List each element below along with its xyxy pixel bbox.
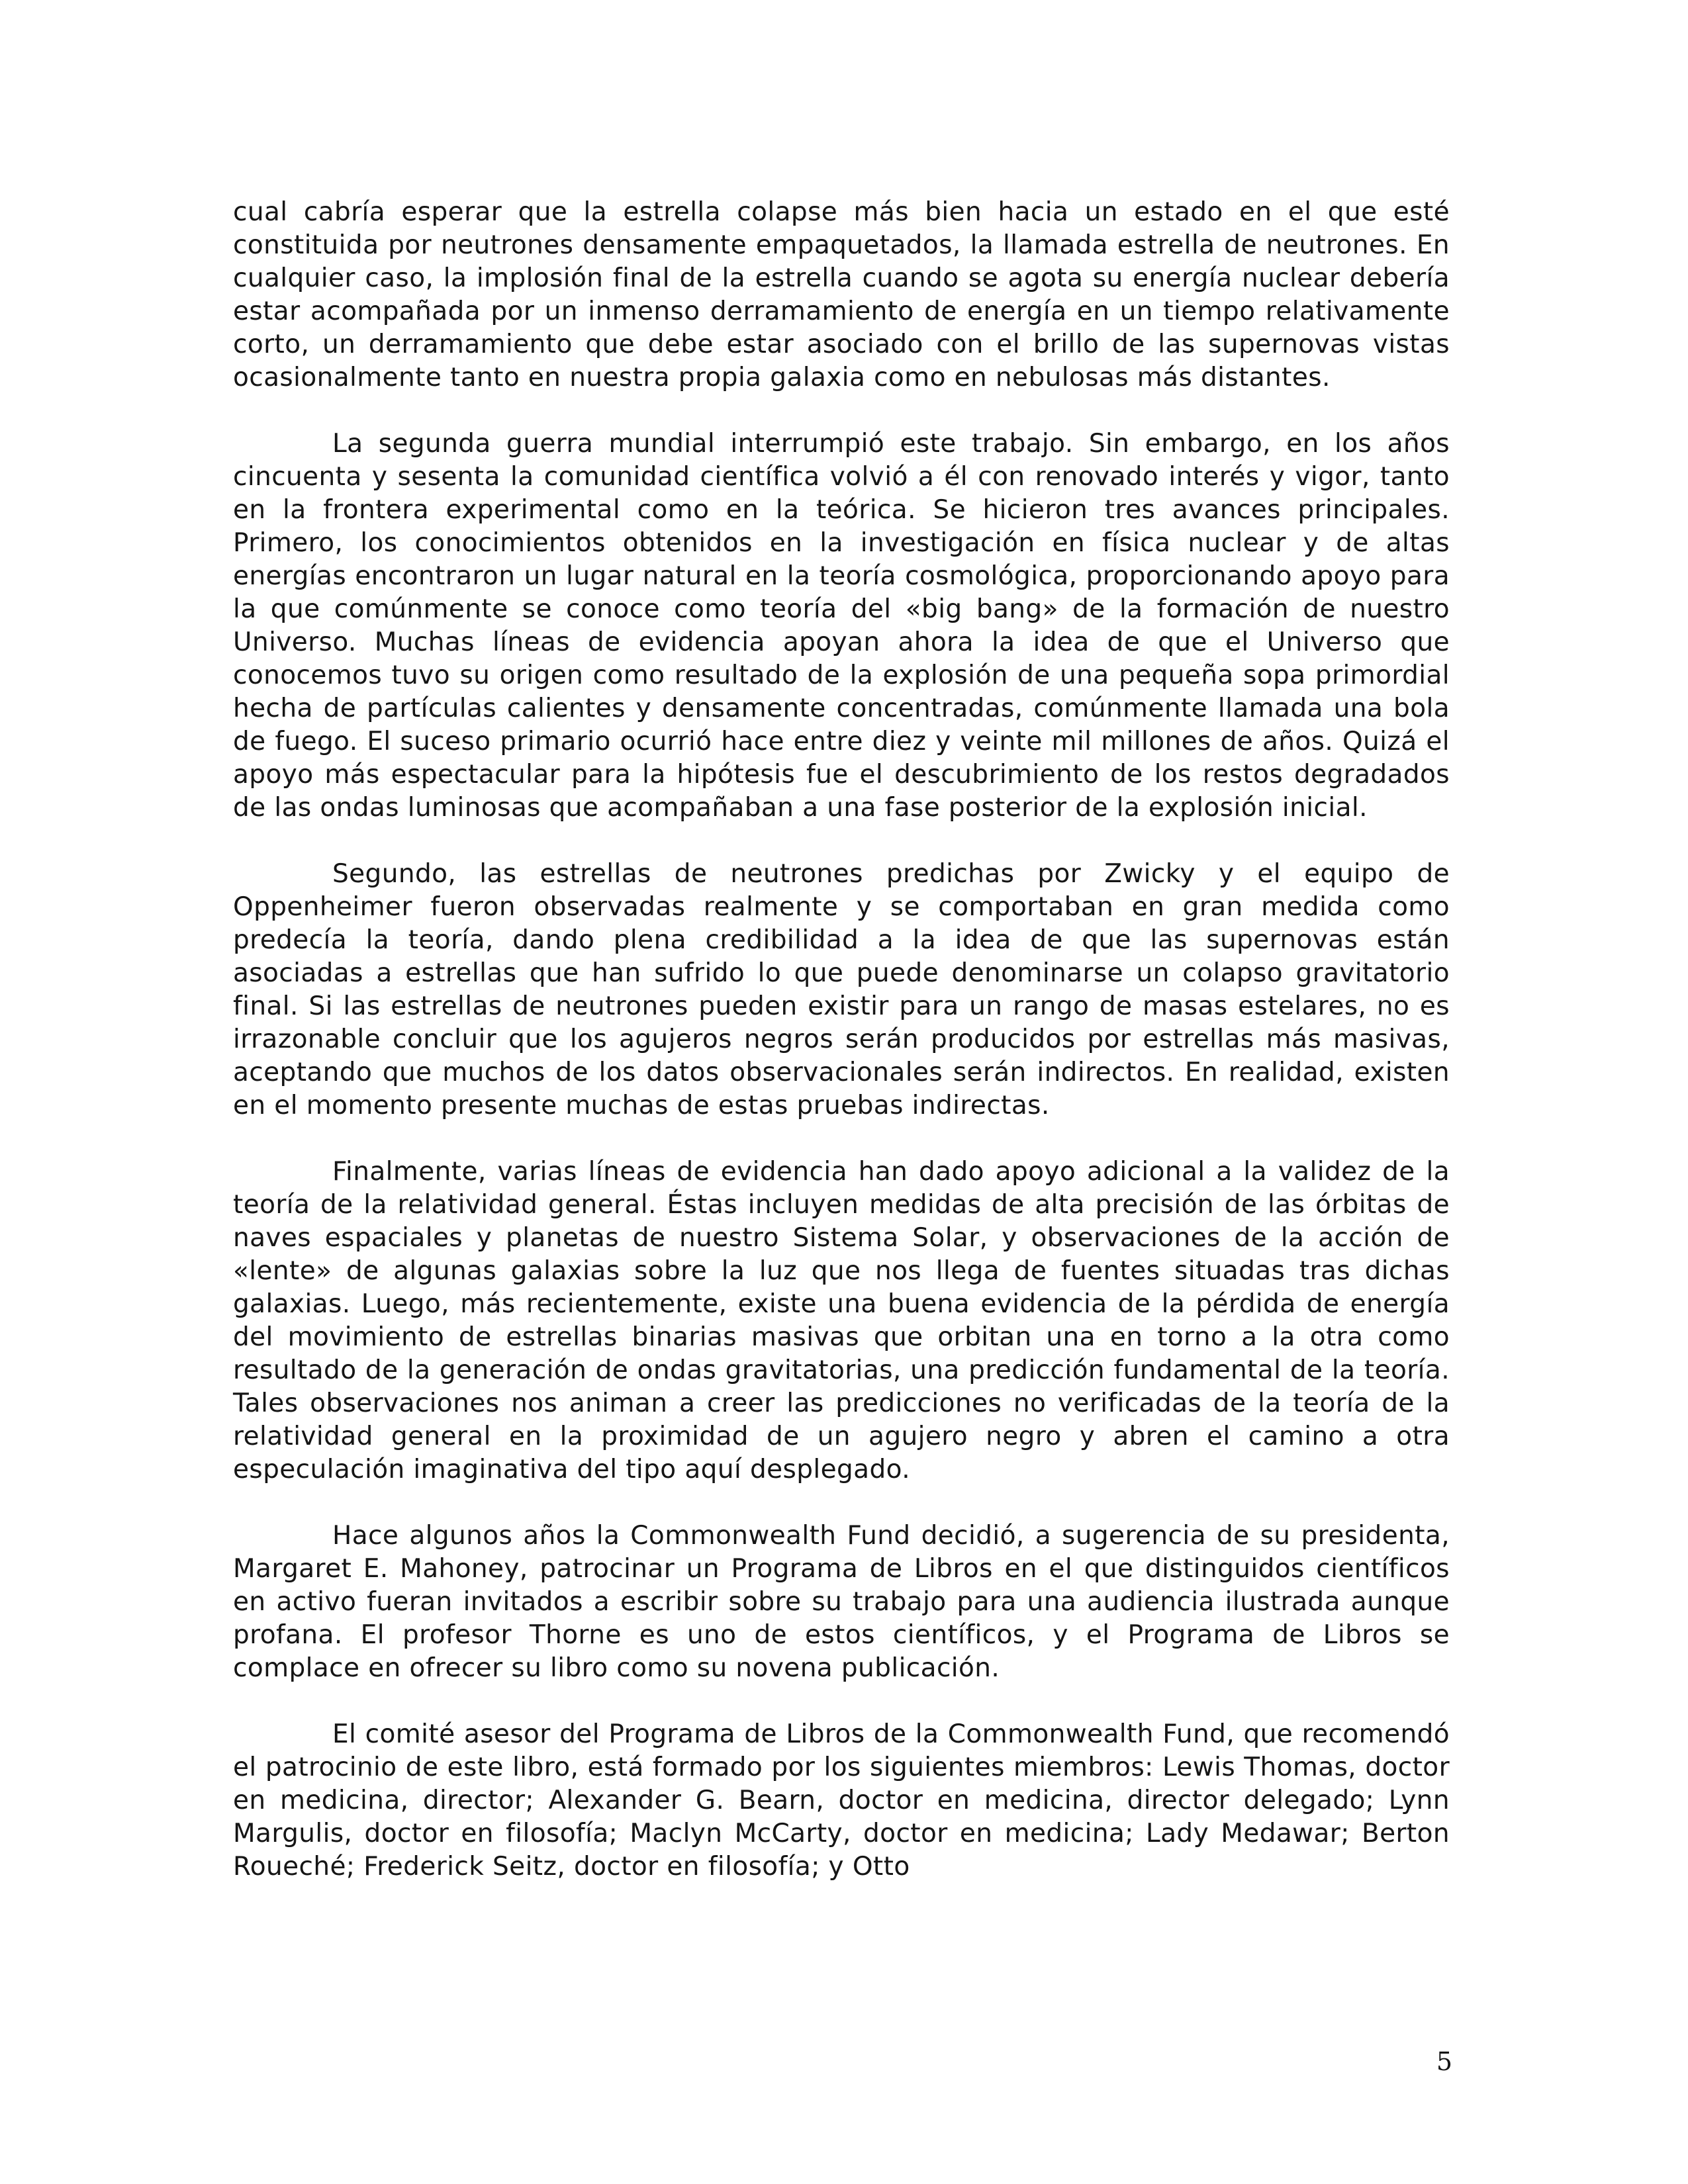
body-text bbox=[233, 196, 1450, 1884]
paragraph-neutron-stars: Segundo, las estrellas de neutrones predichas por Zwicky y el equipo de Oppenheimer fueron observadas realmente y se comportaban en gran medida como predecía la teoría, dando plena credibilidad a la idea de que las supernovas están asociadas a estrellas que han sufrido lo que puede denominarse un colapso gravitatorio final. Si las estrellas de neutrones pueden existir para un rango de masas estelares, no es irrazonable concluir que los agujeros negros serán producidos por estrellas más masivas, aceptando que muchos de los datos observacionales serán indirectos. En realidad, existen en el momento presente muchas de estas pruebas indirectas. bbox=[233, 859, 1450, 1120]
paragraph-advisory-committee: El comité asesor del Programa de Libros de la Commonwealth Fund, que recomendó el patrocinio de este libro, está formado por los siguientes miembros: Lewis Thomas, doctor en medicina, director; Alexander G. Bearn, doctor en medicina, director delegado; Lynn Margulis, doctor en filosofía; Maclyn McCarty, doctor en medicina; Lady Medawar; Berton Roueché; Frederick Seitz, doctor en filosofía; y Otto bbox=[233, 1719, 1450, 1882]
paragraph-second-world-war: La segunda guerra mundial interrumpió este trabajo. Sin embargo, en los años cincuenta y sesenta la comunidad científica volvió a él con renovado interés y vigor, tanto en la frontera experimental como en la teórica. Se hicieron tres avances principales. Primero, los conocimientos obtenidos en la investigación en física nuclear y de altas energías encontraron un lugar natural en la teoría cosmológica, proporcionando apoyo para la que comúnmente se conoce como teoría del «big bang» de la formación de nuestro Universo. Muchas líneas de evidencia apoyan ahora la idea de que el Universo que conocemos tuvo su origen como resultado de la explosión de una pequeña sopa primordial hecha de partículas calientes y densamente concentradas, comúnmente llamada una bola de fuego. El suceso primario ocurrió hace entre diez y veinte mil millones de años. Quizá el apoyo más espectacular para la hipótesis fue el descubrimiento de los restos degradados de las ondas luminosas que acompañaban a una fase posterior de la explosión inicial. bbox=[233, 429, 1450, 823]
page-number: 5 bbox=[1436, 2047, 1452, 2076]
paragraph-continuation: cual cabría esperar que la estrella colapse más bien hacia un estado en el que esté constituida por neutrones densamente empaquetados, la llamada estrella de neutrones. En cualquier caso, la implosión final de la estrella cuando se agota su energía nuclear debería estar acompañada por un inmenso derramamiento de energía en un tiempo relativamente corto, un derramamiento que debe estar asociado con el brillo de las supernovas vistas ocasionalmente tanto en nuestra propia galaxia como en nebulosas más distantes. bbox=[233, 197, 1450, 392]
paragraph-commonwealth-fund: Hace algunos años la Commonwealth Fund decidió, a sugerencia de su presidenta, Margaret E. Mahoney, patrocinar un Programa de Libros en el que distinguidos científicos en activo fueran invitados a escribir sobre su trabajo para una audiencia ilustrada aunque profana. El profesor Thorne es uno de estos científicos, y el Programa de Libros se complace en ofrecer su libro como su novena publicación. bbox=[233, 1521, 1450, 1683]
paragraph-general-relativity: Finalmente, varias líneas de evidencia han dado apoyo adicional a la validez de la teoría de la relatividad general. Éstas incluyen medidas de alta precisión de las órbitas de naves espaciales y planetas de nuestro Sistema Solar, y observaciones de la acción de «lente» de algunas galaxias sobre la luz que nos llega de fuentes situadas tras dichas galaxias. Luego, más recientemente, existe una buena evidencia de la pérdida de energía del movimiento de estrellas binarias masivas que orbitan una en torno a la otra como resultado de la generación de ondas gravitatorias, una predicción fundamental de la teoría. Tales observaciones nos animan a creer las predicciones no verificadas de la teoría de la relatividad general en la proximidad de un agujero negro y abren el camino a otra especulación imaginativa del tipo aquí desplegado. bbox=[233, 1157, 1450, 1484]
